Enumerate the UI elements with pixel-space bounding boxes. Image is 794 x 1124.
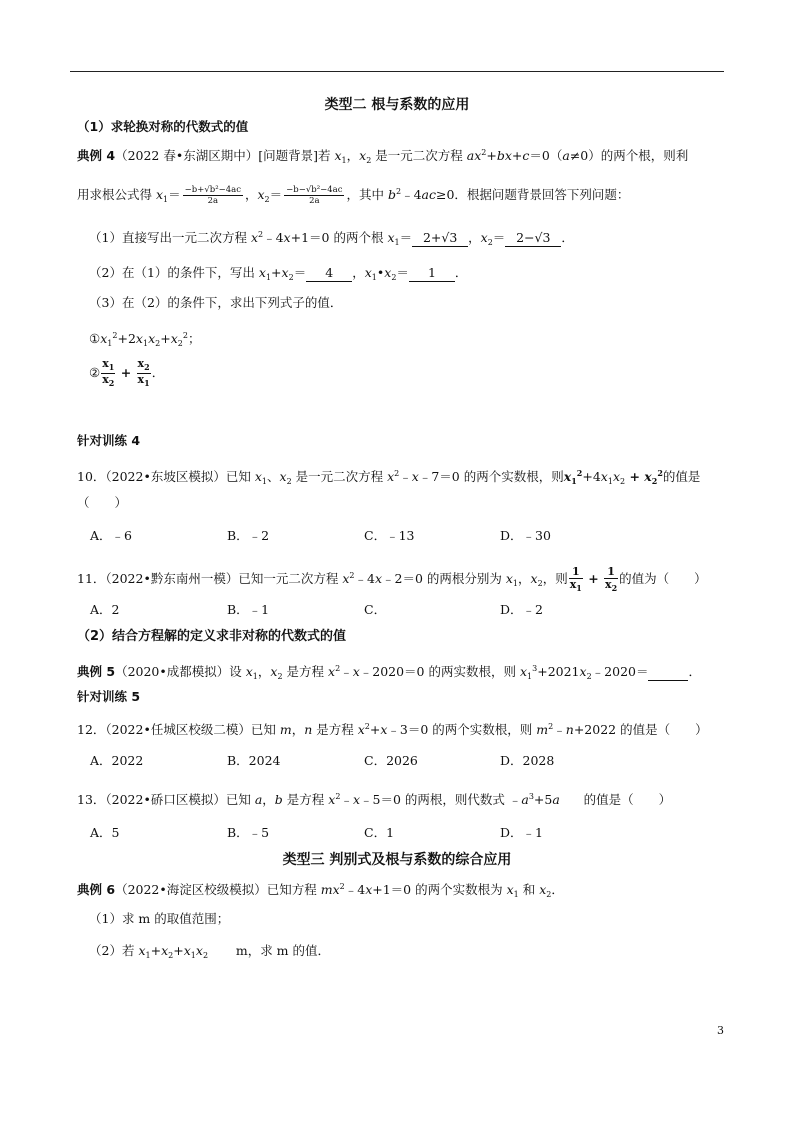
question-4-3-item-1: $①x_1^2+2x_1x_2+x_2^2$；: [89, 331, 201, 348]
answer-blank: 2−√3: [505, 230, 561, 247]
question-13: 13．（2022•硚口区模拟）已知 a，b 是方程 $x^2﹣x﹣5=0$ 的两根，则代数式 $﹣a^3+5a$ 的值是（ ）: [77, 792, 672, 807]
option-c[interactable]: C．2026: [364, 753, 418, 768]
practice-heading: 针对训练 5: [77, 689, 141, 704]
section-title: 类型二 根与系数的应用: [324, 97, 470, 113]
option-c[interactable]: C．: [364, 602, 387, 617]
question-10: 10．（2022•东坡区模拟）已知 $x_1$、$x_2$ 是一元二次方程 $x^2﹣x﹣7=0$ 的两个实数根，则$x_1^2+4x_1x_2 + x_2^2$的值是: [77, 468, 701, 486]
subsection-heading: （2）结合方程解的定义求非对称的代数式的值: [77, 629, 347, 644]
page-number: 3: [717, 1024, 724, 1037]
option-a[interactable]: A．5: [90, 825, 120, 840]
question-4-2: （2）在（1）的条件下，写出 $x_1+x_2= 4$ ，$x_1•x_2= 1$ ．: [89, 265, 468, 282]
option-d[interactable]: D．2028: [500, 753, 555, 768]
answer-paren: （ ）: [77, 495, 128, 510]
option-a[interactable]: A．2: [90, 602, 120, 617]
formula-x2: $\frac{\text{−b−√b²−4ac}}{2a}$: [286, 185, 343, 206]
option-b[interactable]: B．﹣1: [227, 602, 270, 617]
question-12: 12．（2022•任城区校级二模）已知 m，n 是方程 $x^2+x﹣3=0$ 的两个实数根，则 $m^2﹣n+2022$ 的值是（ ）: [77, 722, 708, 737]
example-4-intro: 典例 4（2022 春•东湖区期中）[问题背景]若 $x_1$，$x_2$ 是一元二次方程 $ax^2+bx+c=0(a\ne 0)$的两个根，则利: [77, 148, 689, 165]
question-6-1: （1）求 m 的取值范围；: [89, 911, 230, 926]
answer-blank: [648, 664, 688, 681]
question-4-3-item-2: ② $\frac{x_1}{x_2}$ + $\frac{x_2}{x_1}$ ．: [89, 357, 165, 388]
question-4-1: （1）直接写出一元二次方程 $x^2﹣4x+1=0$ 的两个根 $x_1= 2+√3$ ，$x_2= 2-√3$ ．: [89, 230, 574, 247]
subsection-heading: （1）求轮换对称的代数式的值: [77, 119, 249, 134]
example-4-formula-line: 用求根公式得 $x_1=$ $\frac{\text{−b+√b²−4ac}}{2a}$ ，$x_2=$ $\frac{\text{−b−√b²−4ac}}{2a}$ ，其中 $b^2﹣4ac\ge 0$．根据问题背景回答下列问题：: [77, 185, 630, 206]
source: （2022 春•东湖区期中）: [115, 148, 259, 163]
option-c[interactable]: C．﹣13: [364, 528, 415, 543]
answer-blank: 2+√3: [412, 230, 468, 247]
answer-blank: 4: [306, 265, 352, 282]
option-b[interactable]: B．2024: [227, 753, 281, 768]
option-b[interactable]: B．﹣2: [227, 528, 270, 543]
question-6-2: （2）若 $x_1+x_2+x_1x_2$ m，求 m 的值．: [89, 943, 331, 960]
answer-blank: 1: [409, 265, 455, 282]
option-d[interactable]: D．﹣2: [500, 602, 543, 617]
header-rule: [70, 71, 724, 72]
option-a[interactable]: A．﹣6: [90, 528, 132, 543]
formula-x1: $\frac{\text{−b+√b²−4ac}}{2a}$: [184, 185, 241, 206]
option-a[interactable]: A．2022: [90, 753, 144, 768]
example-6: 典例 6（2022•海淀区校级模拟）已知方程 $mx^2﹣4x+1=0$ 的两个实数根为 $x_1$ 和 $x_2$．: [77, 882, 564, 899]
question-4-3: （3）在（2）的条件下，求出下列式子的值．: [89, 295, 343, 310]
question-11: 11．（2022•黔东南州一模）已知一元二次方程 $x^2﹣4x﹣2=0$ 的两根分别为 $x_1$，$x_2$，则 $\frac{1}{x_1}$ + $\frac{1}{x_2}$ 的值为（ ）: [77, 564, 707, 593]
option-c[interactable]: C．1: [364, 825, 395, 840]
option-b[interactable]: B．﹣5: [227, 825, 270, 840]
section-title: 类型三 判别式及根与系数的综合应用: [282, 852, 512, 868]
example-5: 典例 5（2020•成都模拟）设 $x_1$，$x_2$ 是方程 $x^2﹣x﹣2020=0$ 的两实数根，则 $x_1^3+2021x_2﹣2020=$ ．: [77, 664, 701, 681]
option-d[interactable]: D．﹣30: [500, 528, 551, 543]
option-d[interactable]: D．﹣1: [500, 825, 543, 840]
practice-heading: 针对训练 4: [77, 433, 141, 448]
example-label: 典例 4: [77, 148, 116, 163]
